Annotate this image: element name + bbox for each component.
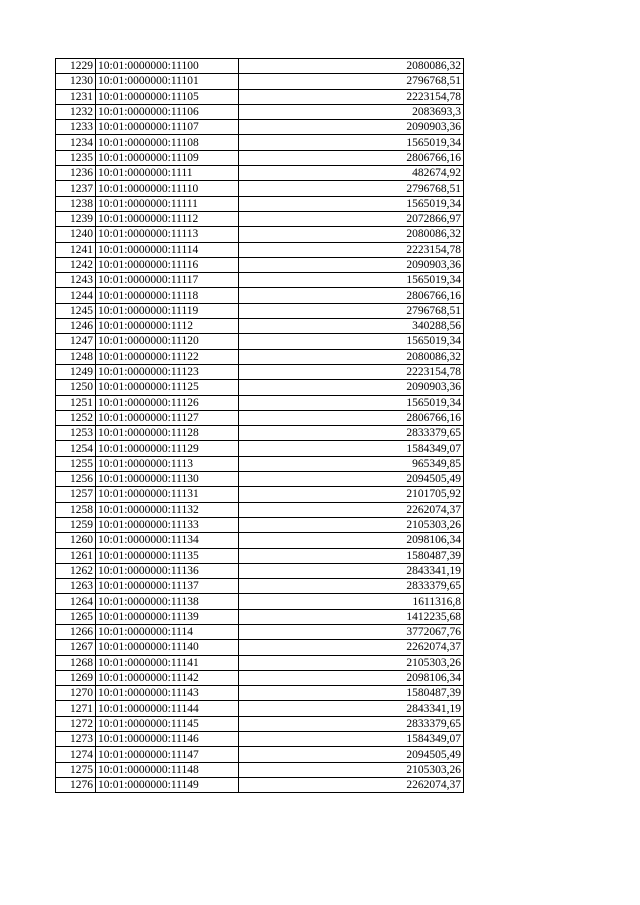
row-number-cell: 1245 [56, 303, 96, 318]
table-row [56, 74, 464, 89]
row-number-cell: 1250 [56, 380, 96, 395]
row-number-cell: 1243 [56, 273, 96, 288]
row-number-cell: 1272 [56, 716, 96, 731]
table-row [56, 640, 464, 655]
table-row [56, 120, 464, 135]
value-cell: 2833379,65 [239, 716, 464, 731]
table-row [56, 502, 464, 517]
table-row [56, 624, 464, 639]
value-cell: 2796768,51 [239, 181, 464, 196]
cadastral-number-cell: 10:01:0000000:11123 [96, 364, 239, 379]
table-row [56, 242, 464, 257]
row-number-cell: 1271 [56, 701, 96, 716]
cadastral-number-cell: 10:01:0000000:11100 [96, 59, 239, 74]
value-cell: 2223154,78 [239, 364, 464, 379]
table-row [56, 181, 464, 196]
cadastral-number-cell: 10:01:0000000:11112 [96, 211, 239, 226]
cadastral-number-cell: 10:01:0000000:11128 [96, 426, 239, 441]
table-row [56, 227, 464, 242]
value-cell: 1565019,34 [239, 334, 464, 349]
row-number-cell: 1264 [56, 594, 96, 609]
value-cell: 2262074,37 [239, 777, 464, 792]
cadastral-number-cell: 10:01:0000000:11137 [96, 579, 239, 594]
value-cell: 2262074,37 [239, 502, 464, 517]
row-number-cell: 1275 [56, 762, 96, 777]
table-row [56, 288, 464, 303]
value-cell: 2796768,51 [239, 303, 464, 318]
row-number-cell: 1269 [56, 670, 96, 685]
cadastral-number-cell: 10:01:0000000:11144 [96, 701, 239, 716]
value-cell: 2094505,49 [239, 747, 464, 762]
value-cell: 2080086,32 [239, 349, 464, 364]
table-row [56, 670, 464, 685]
value-cell: 2806766,16 [239, 150, 464, 165]
cadastral-number-cell: 10:01:0000000:11131 [96, 487, 239, 502]
row-number-cell: 1263 [56, 579, 96, 594]
table-row [56, 334, 464, 349]
value-cell: 2101705,92 [239, 487, 464, 502]
cadastral-number-cell: 10:01:0000000:11108 [96, 135, 239, 150]
value-cell: 3772067,76 [239, 624, 464, 639]
value-cell: 1611316,8 [239, 594, 464, 609]
table-row [56, 732, 464, 747]
table-row [56, 579, 464, 594]
value-cell: 2223154,78 [239, 242, 464, 257]
cadastral-number-cell: 10:01:0000000:11107 [96, 120, 239, 135]
table-row [56, 594, 464, 609]
row-number-cell: 1257 [56, 487, 96, 502]
table-row [56, 364, 464, 379]
row-number-cell: 1246 [56, 319, 96, 334]
row-number-cell: 1242 [56, 257, 96, 272]
row-number-cell: 1262 [56, 563, 96, 578]
row-number-cell: 1229 [56, 59, 96, 74]
cadastral-number-cell: 10:01:0000000:11142 [96, 670, 239, 685]
value-cell: 2806766,16 [239, 410, 464, 425]
table-row [56, 380, 464, 395]
cadastral-number-cell: 10:01:0000000:1114 [96, 624, 239, 639]
row-number-cell: 1266 [56, 624, 96, 639]
table-row [56, 349, 464, 364]
cadastral-number-cell: 10:01:0000000:11129 [96, 441, 239, 456]
table-row [56, 257, 464, 272]
row-number-cell: 1230 [56, 74, 96, 89]
cadastral-number-cell: 10:01:0000000:11126 [96, 395, 239, 410]
cadastral-number-cell: 10:01:0000000:11148 [96, 762, 239, 777]
cadastral-number-cell: 10:01:0000000:11135 [96, 548, 239, 563]
table-row [56, 762, 464, 777]
table-row [56, 104, 464, 119]
cadastral-number-cell: 10:01:0000000:11114 [96, 242, 239, 257]
cadastral-number-cell: 10:01:0000000:11143 [96, 686, 239, 701]
value-cell: 1584349,07 [239, 732, 464, 747]
row-number-cell: 1255 [56, 456, 96, 471]
cadastral-number-cell: 10:01:0000000:11140 [96, 640, 239, 655]
cadastral-number-cell: 10:01:0000000:11118 [96, 288, 239, 303]
table-row [56, 89, 464, 104]
value-cell: 2806766,16 [239, 288, 464, 303]
row-number-cell: 1261 [56, 548, 96, 563]
row-number-cell: 1247 [56, 334, 96, 349]
value-cell: 2843341,19 [239, 563, 464, 578]
row-number-cell: 1251 [56, 395, 96, 410]
value-cell: 2105303,26 [239, 762, 464, 777]
value-cell: 1580487,39 [239, 686, 464, 701]
cadastral-number-cell: 10:01:0000000:11110 [96, 181, 239, 196]
table-row [56, 456, 464, 471]
cadastral-number-cell: 10:01:0000000:11111 [96, 196, 239, 211]
cadastral-number-cell: 10:01:0000000:11106 [96, 104, 239, 119]
cadastral-value-table [55, 58, 464, 793]
cadastral-number-cell: 10:01:0000000:11109 [96, 150, 239, 165]
cadastral-number-cell: 10:01:0000000:1111 [96, 166, 239, 181]
row-number-cell: 1238 [56, 196, 96, 211]
value-cell: 1584349,07 [239, 441, 464, 456]
value-cell: 2080086,32 [239, 59, 464, 74]
table-row [56, 303, 464, 318]
cadastral-number-cell: 10:01:0000000:11132 [96, 502, 239, 517]
value-cell: 2833379,65 [239, 579, 464, 594]
value-cell: 2105303,26 [239, 655, 464, 670]
value-cell: 2098106,34 [239, 670, 464, 685]
table-row [56, 135, 464, 150]
table-row [56, 747, 464, 762]
row-number-cell: 1252 [56, 410, 96, 425]
cadastral-number-cell: 10:01:0000000:11101 [96, 74, 239, 89]
table-row [56, 701, 464, 716]
table-row [56, 716, 464, 731]
value-cell: 1565019,34 [239, 196, 464, 211]
cadastral-number-cell: 10:01:0000000:11134 [96, 533, 239, 548]
table-row [56, 517, 464, 532]
row-number-cell: 1270 [56, 686, 96, 701]
cadastral-number-cell: 10:01:0000000:11116 [96, 257, 239, 272]
row-number-cell: 1268 [56, 655, 96, 670]
row-number-cell: 1235 [56, 150, 96, 165]
cadastral-number-cell: 10:01:0000000:11139 [96, 609, 239, 624]
row-number-cell: 1232 [56, 104, 96, 119]
value-cell: 1565019,34 [239, 135, 464, 150]
table-row [56, 211, 464, 226]
row-number-cell: 1258 [56, 502, 96, 517]
value-cell: 1580487,39 [239, 548, 464, 563]
cadastral-number-cell: 10:01:0000000:11145 [96, 716, 239, 731]
row-number-cell: 1267 [56, 640, 96, 655]
row-number-cell: 1273 [56, 732, 96, 747]
value-cell: 2105303,26 [239, 517, 464, 532]
cadastral-number-cell: 10:01:0000000:11113 [96, 227, 239, 242]
row-number-cell: 1259 [56, 517, 96, 532]
value-cell: 1412235,68 [239, 609, 464, 624]
row-number-cell: 1253 [56, 426, 96, 441]
row-number-cell: 1237 [56, 181, 96, 196]
row-number-cell: 1231 [56, 89, 96, 104]
value-cell: 2223154,78 [239, 89, 464, 104]
table-row [56, 441, 464, 456]
table-row [56, 410, 464, 425]
value-cell: 2833379,65 [239, 426, 464, 441]
cadastral-number-cell: 10:01:0000000:11146 [96, 732, 239, 747]
value-cell: 2843341,19 [239, 701, 464, 716]
row-number-cell: 1233 [56, 120, 96, 135]
cadastral-number-cell: 10:01:0000000:11141 [96, 655, 239, 670]
value-cell: 965349,85 [239, 456, 464, 471]
row-number-cell: 1240 [56, 227, 96, 242]
table-row [56, 777, 464, 792]
table-row [56, 548, 464, 563]
table-row [56, 395, 464, 410]
row-number-cell: 1244 [56, 288, 96, 303]
row-number-cell: 1248 [56, 349, 96, 364]
value-cell: 2094505,49 [239, 472, 464, 487]
value-cell: 482674,92 [239, 166, 464, 181]
row-number-cell: 1276 [56, 777, 96, 792]
cadastral-number-cell: 10:01:0000000:11125 [96, 380, 239, 395]
table-row [56, 273, 464, 288]
cadastral-number-cell: 10:01:0000000:11122 [96, 349, 239, 364]
table-row [56, 533, 464, 548]
value-cell: 2080086,32 [239, 227, 464, 242]
value-cell: 2090903,36 [239, 120, 464, 135]
cadastral-number-cell: 10:01:0000000:11127 [96, 410, 239, 425]
table-row [56, 609, 464, 624]
cadastral-number-cell: 10:01:0000000:11120 [96, 334, 239, 349]
cadastral-number-cell: 10:01:0000000:11147 [96, 747, 239, 762]
cadastral-number-cell: 10:01:0000000:11138 [96, 594, 239, 609]
table-row [56, 426, 464, 441]
value-cell: 2262074,37 [239, 640, 464, 655]
value-cell: 1565019,34 [239, 273, 464, 288]
table-row [56, 686, 464, 701]
value-cell: 2083693,3 [239, 104, 464, 119]
row-number-cell: 1241 [56, 242, 96, 257]
row-number-cell: 1260 [56, 533, 96, 548]
cadastral-number-cell: 10:01:0000000:1113 [96, 456, 239, 471]
value-cell: 2072866,97 [239, 211, 464, 226]
table-row [56, 472, 464, 487]
cadastral-number-cell: 10:01:0000000:11133 [96, 517, 239, 532]
row-number-cell: 1234 [56, 135, 96, 150]
cadastral-number-cell: 10:01:0000000:1112 [96, 319, 239, 334]
row-number-cell: 1249 [56, 364, 96, 379]
row-number-cell: 1256 [56, 472, 96, 487]
value-cell: 2796768,51 [239, 74, 464, 89]
cadastral-number-cell: 10:01:0000000:11119 [96, 303, 239, 318]
table-row [56, 319, 464, 334]
table-body [56, 59, 464, 793]
row-number-cell: 1239 [56, 211, 96, 226]
row-number-cell: 1274 [56, 747, 96, 762]
value-cell: 2090903,36 [239, 257, 464, 272]
cadastral-number-cell: 10:01:0000000:11105 [96, 89, 239, 104]
cadastral-number-cell: 10:01:0000000:11117 [96, 273, 239, 288]
table-row [56, 59, 464, 74]
value-cell: 340288,56 [239, 319, 464, 334]
table-row [56, 150, 464, 165]
cadastral-number-cell: 10:01:0000000:11136 [96, 563, 239, 578]
cadastral-number-cell: 10:01:0000000:11149 [96, 777, 239, 792]
table-row [56, 166, 464, 181]
table-row [56, 487, 464, 502]
table-row [56, 196, 464, 211]
value-cell: 1565019,34 [239, 395, 464, 410]
cadastral-number-cell: 10:01:0000000:11130 [96, 472, 239, 487]
value-cell: 2098106,34 [239, 533, 464, 548]
table-row [56, 655, 464, 670]
value-cell: 2090903,36 [239, 380, 464, 395]
row-number-cell: 1265 [56, 609, 96, 624]
row-number-cell: 1236 [56, 166, 96, 181]
row-number-cell: 1254 [56, 441, 96, 456]
table-row [56, 563, 464, 578]
